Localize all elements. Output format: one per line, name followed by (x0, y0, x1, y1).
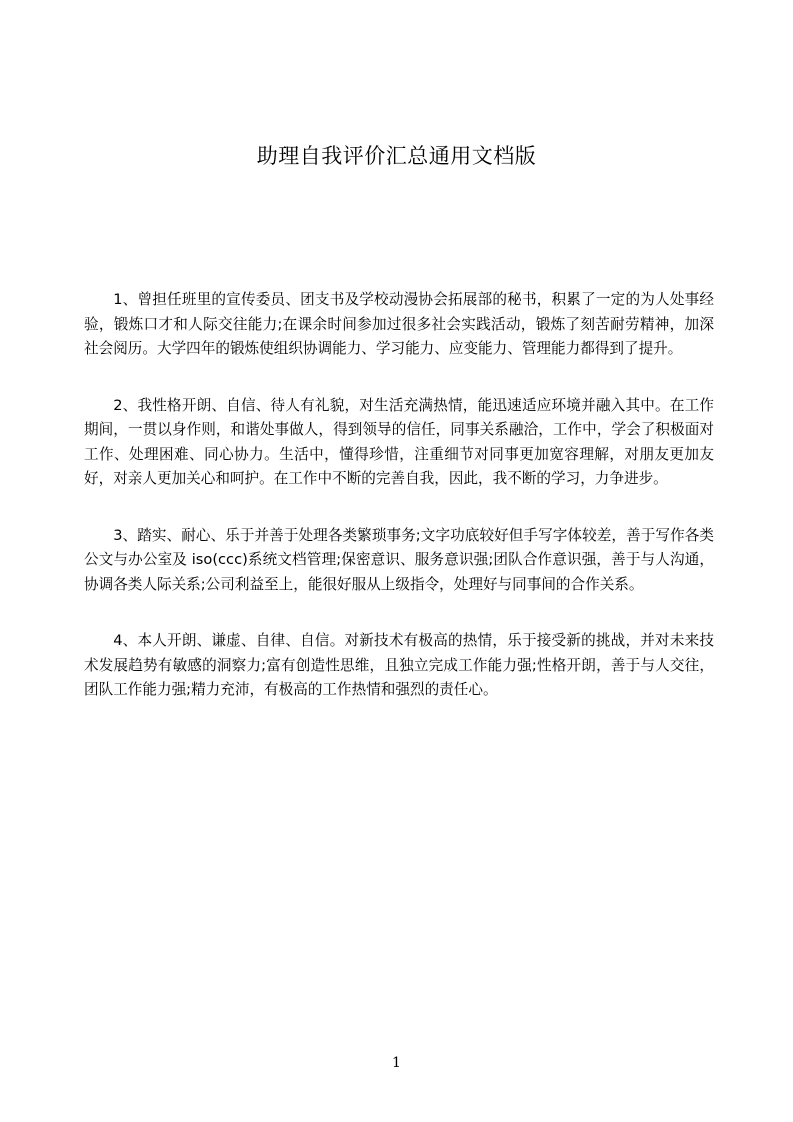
paragraph-4: 4、本人开朗、谦虚、自律、自信。对新技术有极高的热情，乐于接受新的挑战，并对未来技术发展趋势有敏感的洞察力;富有创造性思维，且独立完成工作能力强;性格开朗，善于与人交往，团队工作能力强;精力充沛，有极高的工作热情和强烈的责任心。 (84, 632, 714, 698)
paragraph-3: 3、踏实、耐心、乐于并善于处理各类繁琐事务;文字功底较好但手写字体较差，善于写作各类公文与办公室及 iso(ccc)系统文档管理;保密意识、服务意识强;团队合作意识强，善于与人沟通，协调各类人际关系;公司利益至上，能很好服从上级指令，处理好与同事间的合作关系。 (84, 526, 714, 593)
document-title: 助理自我评价汇总通用文档版 (256, 144, 537, 168)
document-body (84, 288, 714, 735)
paragraph-2: 2、我性格开朗、自信、待人有礼貌，对生活充满热情，能迅速适应环境并融入其中。在工作期间，一贯以身作则，和谐处事做人，得到领导的信任，同事关系融洽，工作中，学会了积极面对工作、处理困难、同心协力。生活中，懂得珍惜，注重细节对同事更加宽容理解，对朋友更加友好，对亲人更加关心和呵护。在工作中不断的完善自我，因此，我不断的学习，力争进步。 (84, 396, 714, 487)
paragraph-1: 1、曾担任班里的宣传委员、团支书及学校动漫协会拓展部的秘书，积累了一定的为人处事经验，锻炼口才和人际交往能力;在课余时间参加过很多社会实践活动，锻炼了刻苦耐劳精神，加深社会阅历。大学四年的锻炼使组织协调能力、学习能力、应变能力、管理能力都得到了提升。 (84, 291, 714, 357)
page-number: 1 (392, 1055, 401, 1071)
